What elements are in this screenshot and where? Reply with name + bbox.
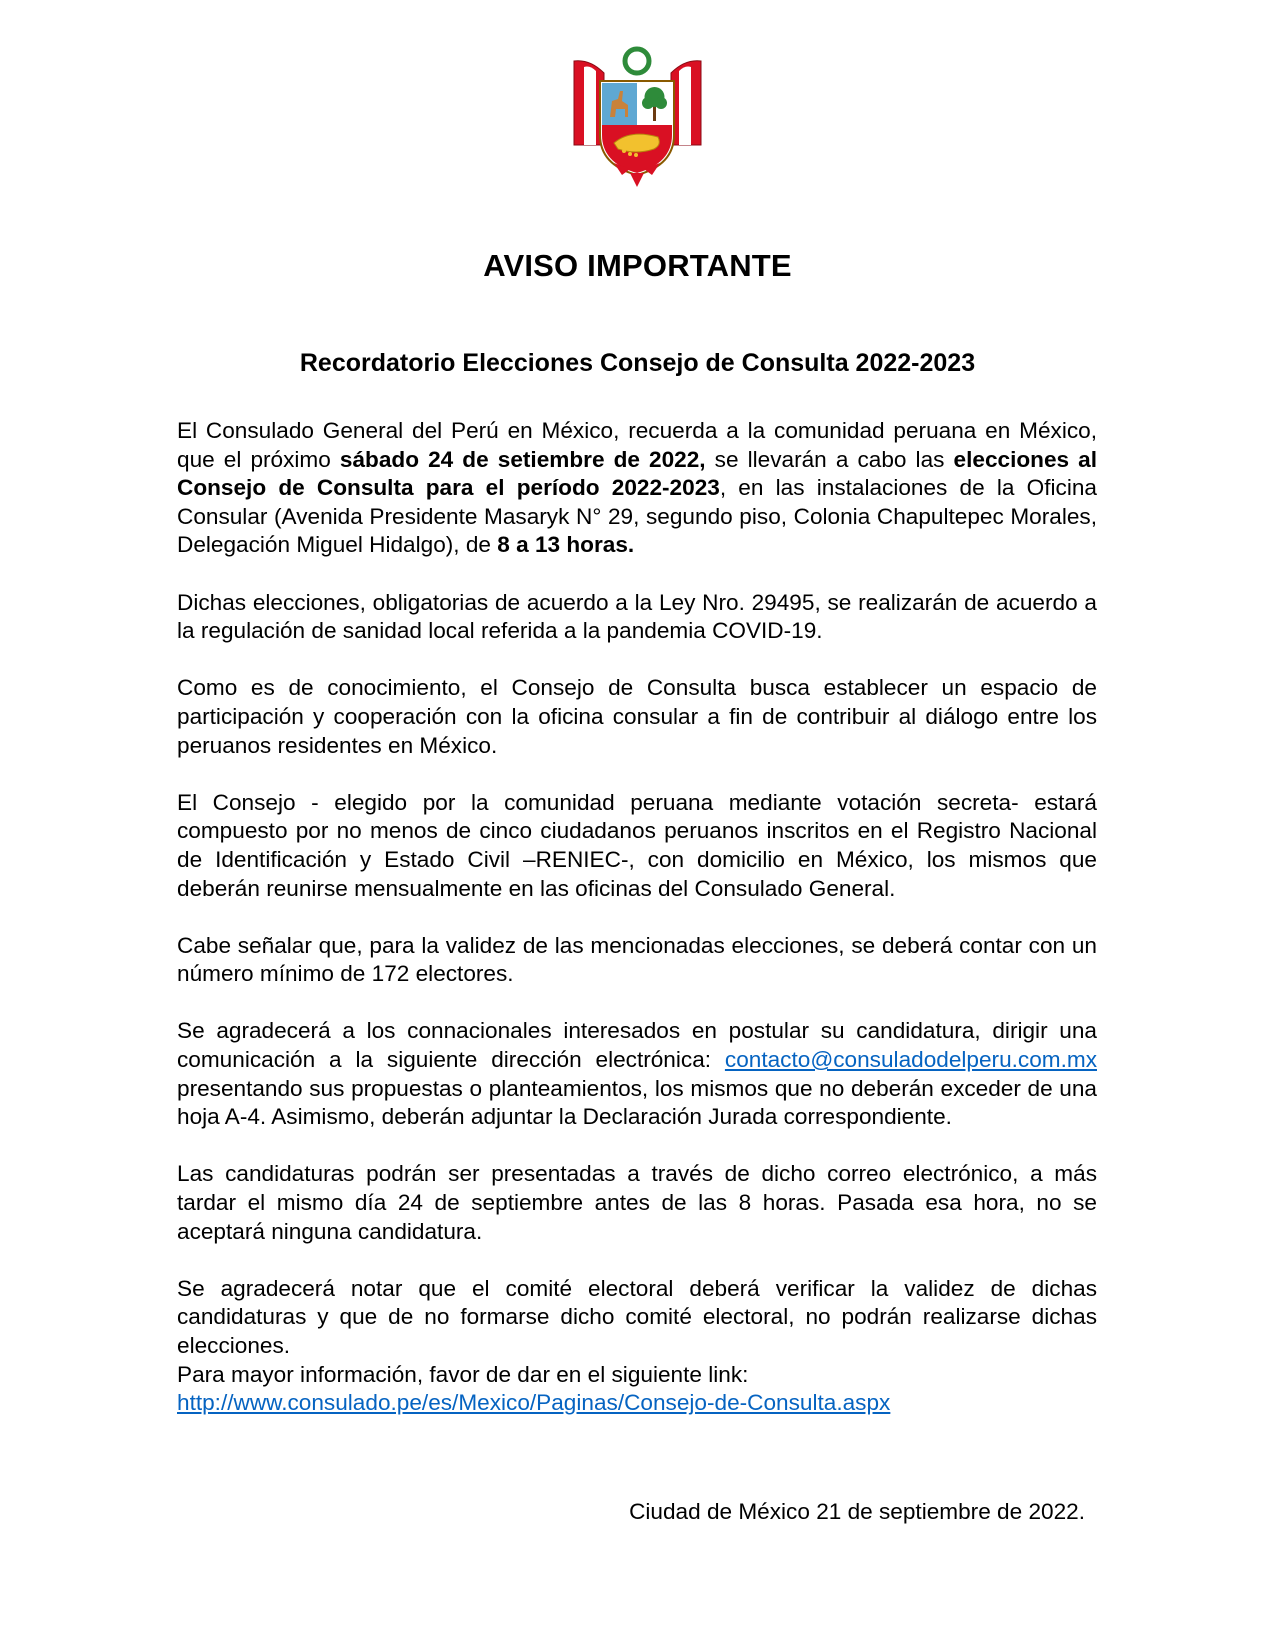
paragraph-purpose: Como es de conocimiento, el Consejo de Consulta busca establecer un espacio de participación y cooperación con la oficina consular a fin de contribuir al diálogo entre los peruanos residentes en México. <box>177 675 1097 758</box>
text-segment: se llevarán a cabo las <box>705 446 954 472</box>
bold-elections: elecciones al Consejo de Consulta para el período 2022-2023 <box>177 446 1098 501</box>
peru-coat-of-arms-icon <box>570 45 705 190</box>
info-url-link[interactable]: http://www.consulado.pe/es/Mexico/Paginas/Consejo-de-Consulta.aspx <box>177 1390 891 1416</box>
paragraph-quorum: Cabe señalar que, para la validez de las mencionadas elecciones, se deberá contar con un número mínimo de 172 electores. <box>177 932 1097 987</box>
paragraph-more-info <box>177 1361 1097 1418</box>
text-segment: , en las instalaciones de la Oficina Consular (Avenida Presidente Masaryk N° 29, segundo piso, Colonia Chapultepec Morales, Delegación Miguel Hidalgo), de <box>177 475 1097 558</box>
page-subtitle: Recordatorio Elecciones Consejo de Consulta 2022-2023 <box>299 349 976 377</box>
bold-hours: 8 a 13 horas. <box>497 532 635 558</box>
text-segment: Se agradecerá a los connacionales interesados en postular su candidatura, dirigir una comunicación a la siguiente dirección electrónica: <box>177 1018 1097 1073</box>
text-segment: El Consulado General del Perú en México, recuerda a la comunidad peruana en México, que el próximo <box>177 418 1097 472</box>
more-info-text: Para mayor información, favor de dar en el siguiente link: <box>177 1361 749 1387</box>
paragraph-deadline: Las candidaturas podrán ser presentadas a través de dicho correo electrónico, a más tardar el mismo día 24 de septiembre antes de las 8 horas. Pasada esa hora, no se aceptará ninguna candidatura. <box>177 1161 1097 1244</box>
notice-body <box>177 417 1097 1418</box>
bold-date: sábado 24 de setiembre de 2022, <box>339 446 706 472</box>
email-link[interactable]: contacto@consuladodelperu.com.mx <box>724 1047 1097 1073</box>
text-segment: presentando sus propuestas o planteamientos, los mismos que no deberán exceder de una hoja A-4. Asimismo, deberán adjuntar la Declaración Jurada correspondiente. <box>177 1075 1097 1130</box>
coat-of-arms-graphic <box>570 45 705 190</box>
paragraph-composition: El Consejo - elegido por la comunidad peruana mediante votación secreta- estará compuesto por no menos de cinco ciudadanos peruanos inscritos en el Registro Nacional de Identificación y Estado Civil –RENIEC-, con domicilio en México, los mismos que deberán reunirse mensualmente en las oficinas del Consulado General. <box>177 789 1097 901</box>
paragraph-announcement <box>177 417 1097 560</box>
paragraph-candidacy <box>177 1017 1097 1131</box>
page-title: AVISO IMPORTANTE <box>483 248 792 283</box>
paragraph-committee: Se agradecerá notar que el comité electoral deberá verificar la validez de dichas candidaturas y que de no formarse dicho comité electoral, no podrán realizarse dichas elecciones. <box>177 1275 1097 1358</box>
date-signature: Ciudad de México 21 de septiembre de 2022. <box>629 1499 1085 1524</box>
paragraph-law: Dichas elecciones, obligatorias de acuerdo a la Ley Nro. 29495, se realizarán de acuerdo a la regulación de sanidad local referida a la pandemia COVID-19. <box>177 589 1097 644</box>
